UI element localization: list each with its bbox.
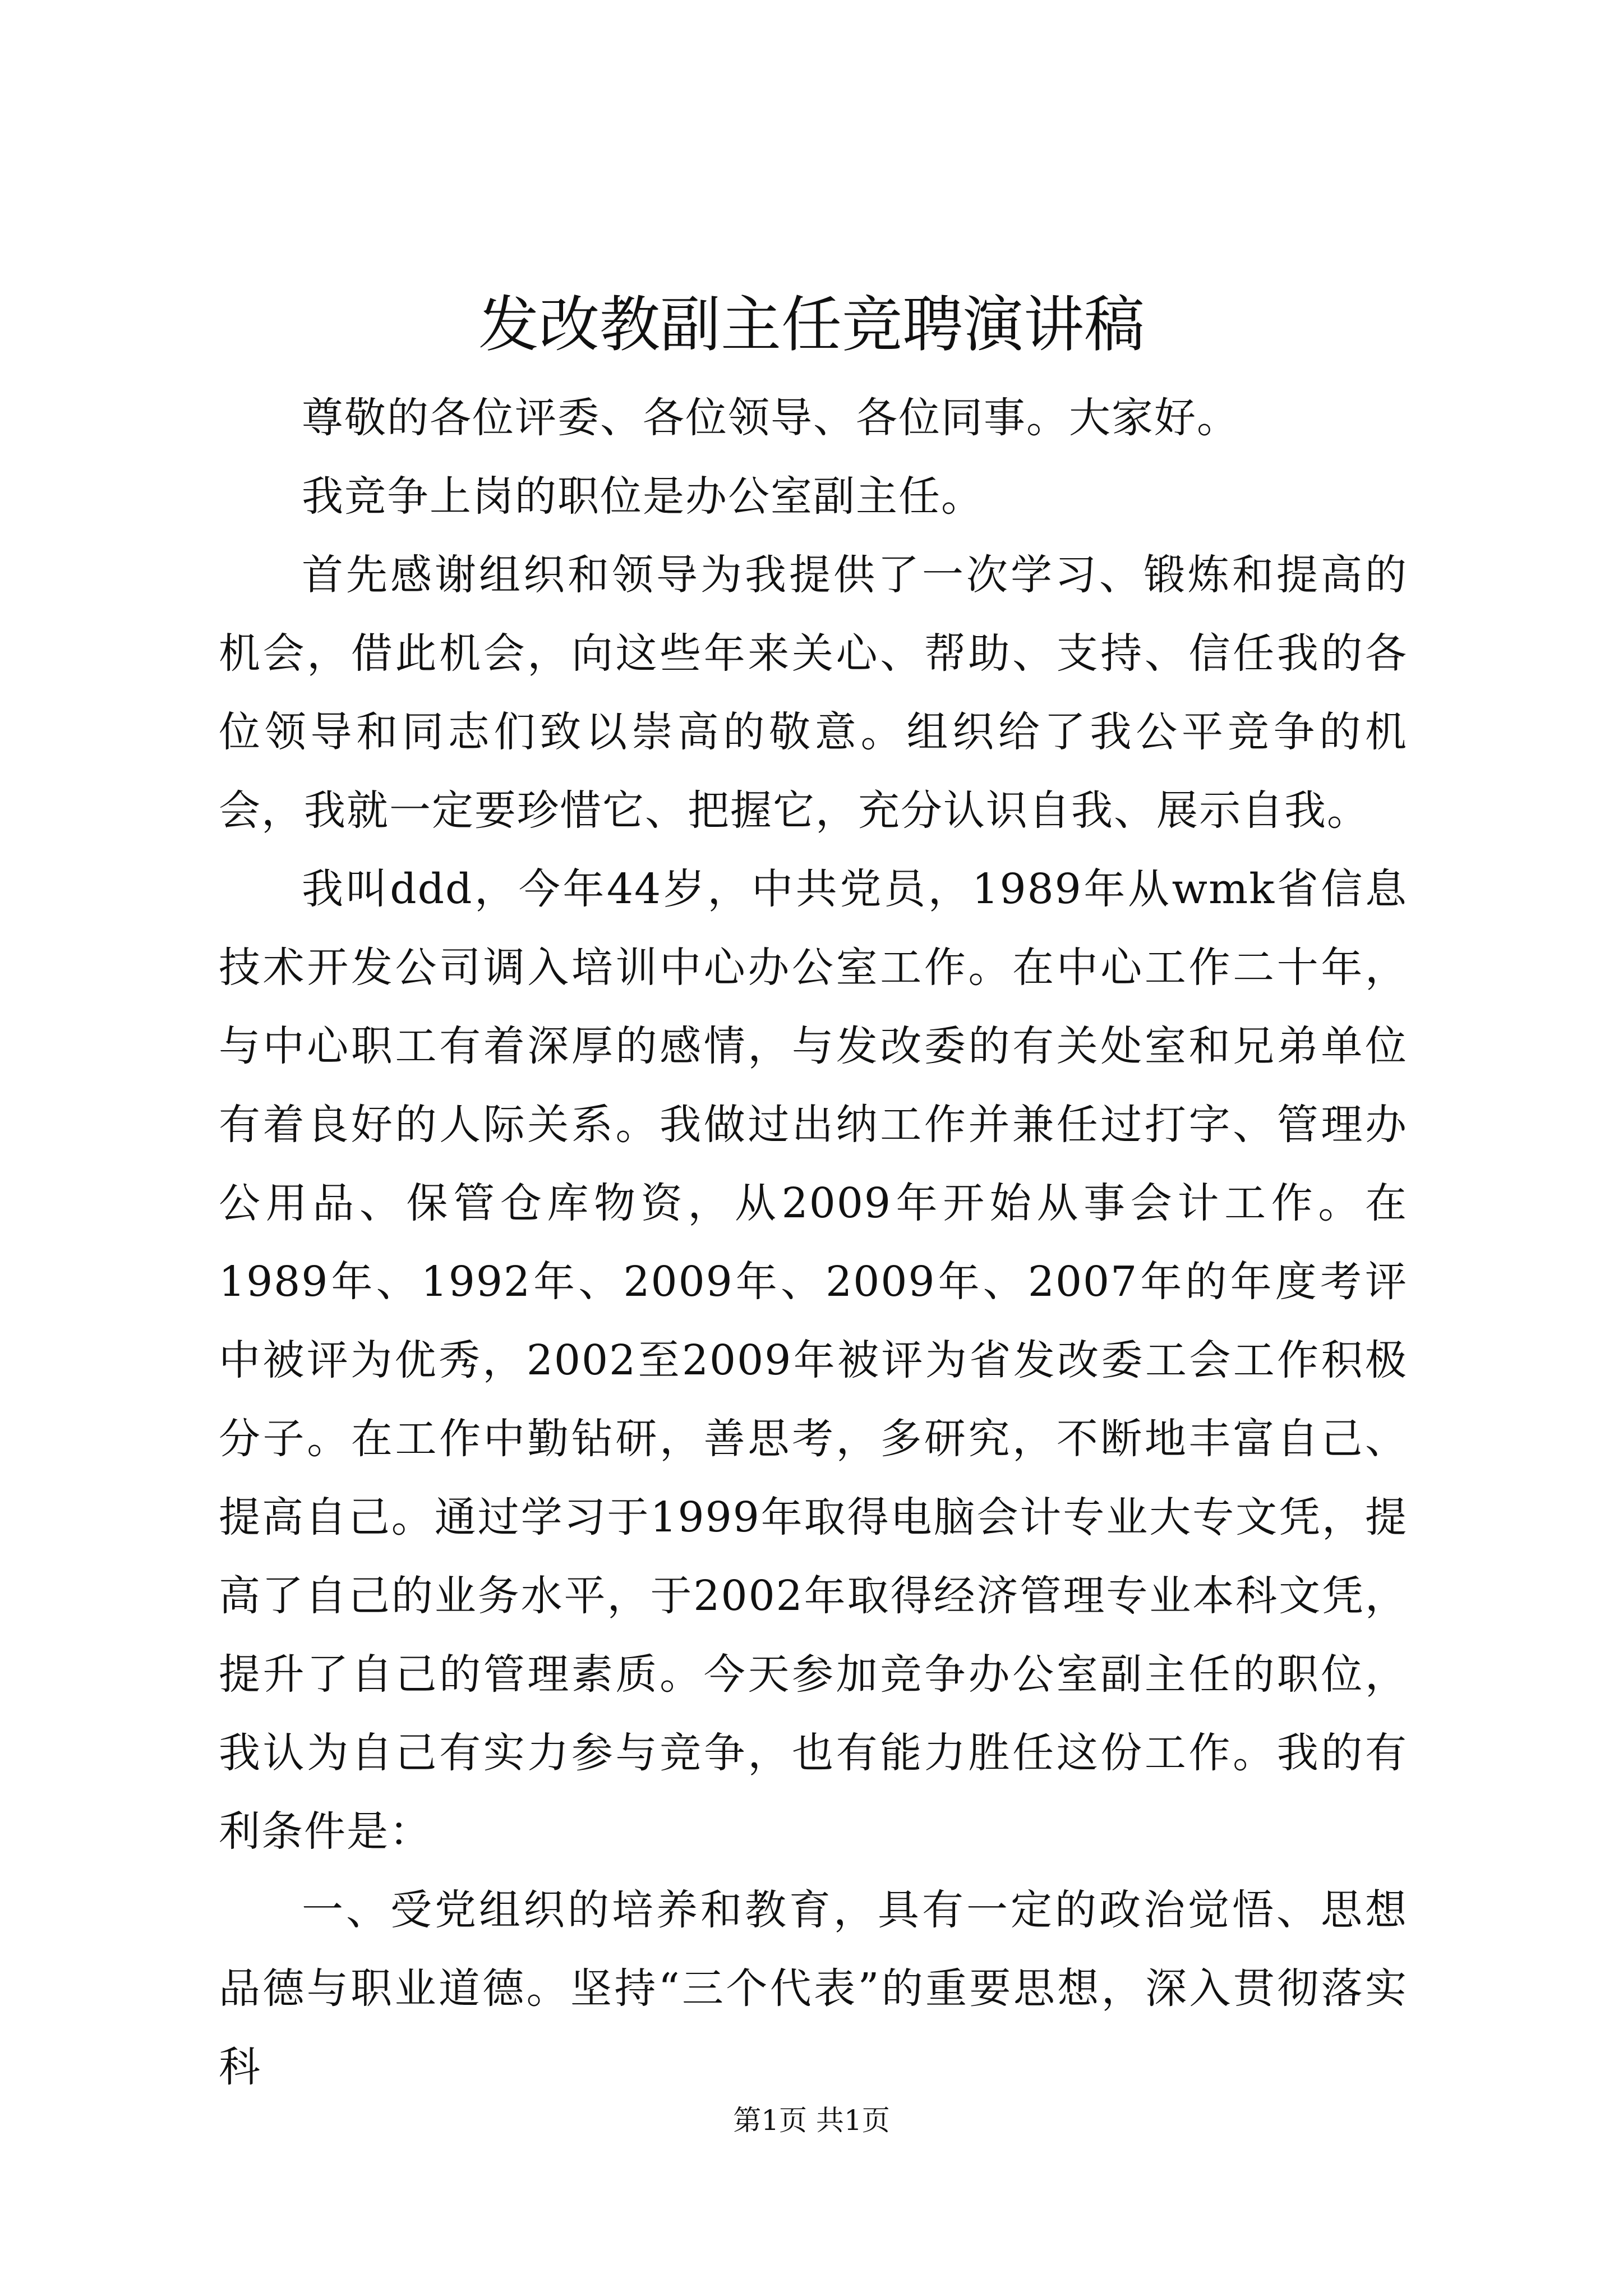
document-body — [219, 379, 1408, 2106]
paragraph-greeting: 尊敬的各位评委、各位领导、各位同事。大家好。 — [302, 394, 1239, 442]
paragraph-thanks: 首先感谢组织和领导为我提供了一次学习、锻炼和提高的机会，借此机会，向这些年来关心、帮助、支持、信任我的各位领导和同志们致以崇高的敬意。组织给了我公平竞争的机会，我就一定要珍惜它、把握它，充分认识自我、展示自我。 — [219, 551, 1408, 835]
paragraph-condition-one: 一、受党组织的培养和教育，具有一定的政治觉悟、思想品德与职业道德。坚持“三个代表”的重要思想，深入贯彻落实科 — [219, 1886, 1408, 2091]
page-number-footer: 第1页 共1页 — [733, 2104, 890, 2137]
paragraph-self-introduction: 我叫ddd，今年44岁，中共党员，1989年从wmk省信息技术开发公司调入培训中心办公室工作。在中心工作二十年，与中心职工有着深厚的感情，与发改委的有关处室和兄弟单位有着良好的人际关系。我做过出纳工作并兼任过打字、管理办公用品、保管仓库物资，从2009年开始从事会计工作。在1989年、1992年、2009年、2009年、2007年的年度考评中被评为优秀，2002至2009年被评为省发改委工会工作积极分子。在工作中勤钻研，善思考，多研究，不断地丰富自己、提高自己。通过学习于1999年取得电脑会计专业大专文凭，提高了自己的业务水平，于2002年取得经济管理专业本科文凭，提升了自己的管理素质。今天参加竞争办公室副主任的职位，我认为自己有实力参与竞争，也有能力胜任这份工作。我的有利条件是： — [219, 865, 1408, 1856]
paragraph-position: 我竞争上岗的职位是办公室副主任。 — [302, 472, 984, 521]
document-title: 发改教副主任竞聘演讲稿 — [478, 290, 1145, 360]
